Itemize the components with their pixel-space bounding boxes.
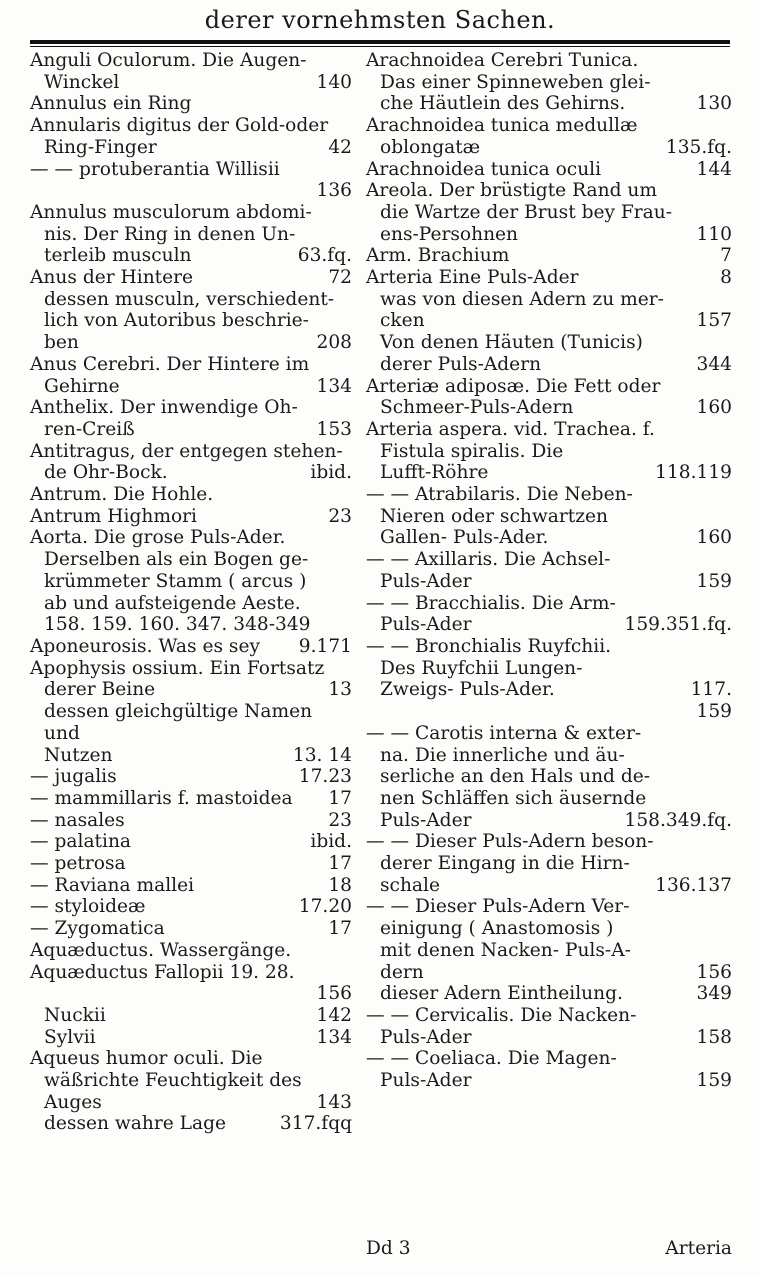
page-reference: 157 [696, 310, 732, 332]
index-entry [366, 549, 732, 571]
page-reference: ibid. [310, 831, 352, 853]
entry-text: — — Carotis interna & exter- [366, 722, 642, 744]
entry-text: Annulus musculorum abdomi- [30, 201, 312, 223]
entry-text: — — Coeliaca. Die Magen- [366, 1048, 617, 1070]
page-reference: 136 [316, 180, 352, 202]
index-entry [366, 527, 732, 549]
index-entry [30, 159, 352, 181]
index-entry [30, 397, 352, 419]
index-entry [30, 72, 352, 94]
entry-text: nis. Der Ring in denen Un- [44, 223, 296, 245]
index-entry [366, 853, 732, 875]
entry-text: — petrosa [30, 853, 126, 875]
entry-text: Arachnoidea tunica medullæ [366, 115, 638, 137]
index-entry [366, 571, 732, 593]
index-entry [366, 354, 732, 376]
index-entry [366, 1048, 732, 1070]
page-reference: 118.119 [655, 462, 732, 484]
entry-text: dessen gleichgültige Namen und [44, 701, 313, 744]
index-entry [30, 962, 352, 984]
index-entry [30, 810, 352, 832]
entry-text: dern [380, 961, 424, 983]
entry-text: Gallen- Puls-Ader. [380, 527, 549, 549]
index-entry [366, 50, 732, 72]
entry-text: — — Dieser Puls-Adern beson- [366, 831, 654, 853]
page-reference: 135.fq. [665, 136, 732, 158]
entry-text: — styloideæ [30, 896, 146, 918]
entry-text: Arachnoidea Cerebri Tunica. [366, 50, 639, 71]
index-entry [366, 875, 732, 897]
entry-text: Auges [44, 1091, 102, 1113]
page-reference: 344 [696, 353, 732, 375]
index-entry [30, 202, 352, 224]
entry-text: Arm. Brachium [366, 245, 510, 267]
entry-text: cken [380, 310, 425, 332]
page-reference: 17.23 [298, 766, 352, 788]
entry-text: — — Axillaris. Die Achsel- [366, 549, 611, 571]
index-entry [366, 137, 732, 159]
page-reference: 23 [328, 505, 352, 527]
page-reference: 13 [328, 679, 352, 701]
index-entry [30, 788, 352, 810]
index-entry [30, 636, 352, 658]
entry-text: terleib musculn [44, 245, 192, 267]
index-entry [366, 940, 732, 962]
index-entry [366, 636, 732, 658]
index-entry [30, 614, 352, 636]
index-entry [30, 289, 352, 311]
index-entry [366, 701, 732, 723]
signature-mark: Dd 3 [366, 1238, 411, 1259]
page-reference: 159 [696, 701, 732, 723]
entry-text: Puls-Ader [380, 809, 472, 831]
entry-text: die Wartze der Brust bey Frau- [380, 201, 673, 223]
page-reference: 156 [316, 983, 352, 1005]
page-reference: 23 [328, 809, 352, 831]
index-entry [30, 1113, 352, 1135]
index-entry [366, 983, 732, 1005]
index-entry [366, 462, 732, 484]
index-entry [366, 93, 732, 115]
index-entry [30, 332, 352, 354]
entry-text: — — protuberantia Willisii [30, 158, 280, 180]
entry-text: mit denen Nacken- Puls-A- [380, 939, 631, 961]
entry-text: — — Bracchialis. Die Arm- [366, 592, 616, 614]
index-entry [30, 376, 352, 398]
index-entry [30, 853, 352, 875]
page-reference: 134 [316, 1026, 352, 1048]
page-reference: 159.351.fq. [624, 614, 732, 636]
page-reference: 136.137 [655, 874, 732, 896]
index-entry [30, 875, 352, 897]
page-reference: 9.171 [298, 635, 352, 657]
entry-text: Arachnoidea tunica oculi [366, 158, 602, 180]
index-entry [366, 419, 732, 441]
entry-text: che Häutlein des Gehirns. [380, 93, 626, 115]
entry-text: Apophysis ossium. Ein Fortsatz [30, 657, 325, 679]
index-entry [30, 484, 352, 506]
entry-text: Puls-Ader [380, 570, 472, 592]
index-entry [366, 831, 732, 853]
entry-text: ren-Creiß [44, 418, 135, 440]
entry-text: Puls-Ader [380, 1070, 472, 1092]
entry-text: Antrum. Die Hohle. [30, 484, 214, 506]
page-reference: 18 [328, 874, 352, 896]
entry-text: — — Cervicalis. Die Nacken- [366, 1004, 637, 1026]
page-reference: 142 [316, 1004, 352, 1026]
page-reference: 160 [696, 397, 732, 419]
entry-text: dieser Adern Eintheilung. [380, 983, 623, 1005]
entry-text: Anus der Hintere [30, 267, 194, 289]
entry-text: Antrum Highmori [30, 505, 197, 527]
index-entry [366, 310, 732, 332]
entry-text: Zweigs- Puls-Ader. [380, 679, 555, 701]
entry-text: — mammillaris f. mastoidea [30, 787, 293, 809]
running-header: derer vornehmsten Sachen. [204, 6, 556, 34]
entry-text: Arteria Eine Puls-Ader [366, 267, 579, 289]
page-reference: 153 [316, 418, 352, 440]
index-entry [366, 766, 732, 788]
index-entry [366, 593, 732, 615]
index-entry [30, 983, 352, 1005]
index-entry [30, 918, 352, 940]
entry-text: Ring-Finger [44, 136, 157, 158]
index-entry [366, 159, 732, 181]
index-entry [366, 788, 732, 810]
index-entry [366, 918, 732, 940]
index-entry [366, 506, 732, 528]
entry-text: Anguli Oculorum. Die Augen- [30, 50, 307, 71]
entry-text: Das einer Spinneweben glei- [380, 71, 651, 93]
entry-text: ens-Persohnen [380, 223, 519, 245]
index-entry [30, 745, 352, 767]
index-entry [30, 137, 352, 159]
index-entry [30, 441, 352, 463]
index-entry [30, 1070, 352, 1092]
index-entry [30, 593, 352, 615]
index-entry [30, 831, 352, 853]
index-entry [30, 180, 352, 202]
index-entry [366, 896, 732, 918]
entry-text: — — Atrabilaris. Die Neben- [366, 484, 633, 506]
index-entry [366, 723, 732, 745]
entry-text: derer Puls-Adern [380, 353, 542, 375]
entry-text: Nuckii [44, 1004, 106, 1026]
index-entry [366, 180, 732, 202]
page-reference: 17 [328, 787, 352, 809]
index-entry [366, 679, 732, 701]
entry-text: — nasales [30, 809, 125, 831]
index-entry [366, 962, 732, 984]
page-reference: 208 [316, 332, 352, 354]
index-entry [30, 549, 352, 571]
entry-text: — Raviana mallei [30, 874, 195, 896]
page-reference: 42 [328, 136, 352, 158]
entry-text: Arteriæ adiposæ. Die Fett oder [366, 375, 661, 397]
page-reference: 159 [696, 570, 732, 592]
entry-text: Derselben als ein Bogen ge- [44, 549, 309, 571]
header-rule [30, 40, 730, 47]
entry-text: Gehirne [44, 375, 120, 397]
index-entry [30, 267, 352, 289]
index-entry [366, 1005, 732, 1027]
entry-text: Puls-Ader [380, 614, 472, 636]
index-entry [30, 658, 352, 680]
index-entry [30, 419, 352, 441]
entry-text: ben [44, 332, 79, 354]
index-entry [366, 745, 732, 767]
entry-text: nen Schläffen sich äusernde [380, 787, 647, 809]
entry-text: Arteria aspera. vid. Trachea. f. [366, 418, 655, 440]
entry-text: Schmeer-Puls-Adern [380, 397, 574, 419]
index-entry [366, 376, 732, 398]
entry-text: was von diesen Adern zu mer- [380, 288, 664, 310]
entry-text: na. Die innerliche und äu- [380, 744, 625, 766]
page-reference: 72 [328, 267, 352, 289]
index-entry [30, 310, 352, 332]
index-entry [366, 332, 732, 354]
entry-text: wäßrichte Feuchtigkeit des [44, 1070, 302, 1092]
page-reference: 117. [690, 679, 732, 701]
page-reference: 317.fqq [279, 1113, 352, 1135]
page-reference: 17 [328, 918, 352, 940]
entry-text: Aquæductus Fallopii 19. 28. [30, 961, 295, 983]
page-reference: 130 [696, 93, 732, 115]
entry-text: einigung ( Anastomosis ) [380, 918, 614, 940]
page-reference: 159 [696, 1070, 732, 1092]
entry-text: Lufft-Röhre [380, 462, 489, 484]
entry-text: ab und aufsteigende Aeste. [44, 592, 301, 614]
catchword: Arteria [665, 1238, 732, 1259]
page-reference: 144 [696, 158, 732, 180]
entry-text: 158. 159. 160. 347. 348-349 [44, 614, 311, 636]
index-entry [30, 527, 352, 549]
entry-text: Annularis digitus der Gold-oder [30, 115, 329, 137]
entry-text: Aorta. Die grose Puls-Ader. [30, 527, 286, 549]
index-column-left [30, 50, 352, 1135]
entry-text: krümmeter Stamm ( arcus ) [44, 570, 307, 592]
index-entry [366, 115, 732, 137]
index-entry [366, 484, 732, 506]
index-entry [366, 245, 732, 267]
index-entry [366, 72, 732, 94]
index-entry [30, 354, 352, 376]
page-reference: ibid. [310, 462, 352, 484]
index-entry [366, 441, 732, 463]
index-entry [30, 896, 352, 918]
index-entry [30, 506, 352, 528]
page-reference: 160 [696, 527, 732, 549]
entry-text: Sylvii [44, 1026, 96, 1048]
page-reference: 17.20 [298, 896, 352, 918]
index-entry [30, 679, 352, 701]
index-entry [30, 940, 352, 962]
entry-text: Anus Cerebri. Der Hintere im [30, 353, 310, 375]
index-entry [366, 289, 732, 311]
index-entry [30, 1092, 352, 1114]
index-column-right [366, 50, 732, 1092]
index-entry [30, 701, 352, 744]
index-entry [366, 397, 732, 419]
entry-text: Puls-Ader [380, 1026, 472, 1048]
page-reference: 63.fq. [297, 245, 352, 267]
page-reference: 134 [316, 375, 352, 397]
index-entry [30, 115, 352, 137]
entry-text: — palatina [30, 831, 132, 853]
page-reference: 8 [720, 267, 732, 289]
index-entry [30, 1027, 352, 1049]
entry-text: Nieren oder schwartzen [380, 505, 608, 527]
entry-text: — jugalis [30, 766, 117, 788]
index-entry [30, 1048, 352, 1070]
entry-text: Aquæductus. Wassergänge. [30, 939, 292, 961]
entry-text: lich von Autoribus beschrie- [44, 310, 309, 332]
entry-text: de Ohr-Bock. [44, 462, 168, 484]
entry-text: Von denen Häuten (Tunicis) [380, 332, 643, 354]
index-entry [30, 766, 352, 788]
index-entry [366, 810, 732, 832]
entry-text: Areola. Der brüstigte Rand um [366, 180, 657, 202]
index-entry [366, 1027, 732, 1049]
entry-text: Des Ruyfchii Lungen- [380, 657, 583, 679]
page-reference: 143 [316, 1091, 352, 1113]
index-entry [30, 50, 352, 72]
page-reference: 158.349.fq. [624, 809, 732, 831]
entry-text: oblongatæ [380, 136, 481, 158]
entry-text: Annulus ein Ring [30, 93, 192, 115]
index-entry [366, 1070, 732, 1092]
index-entry [30, 571, 352, 593]
index-entry [30, 224, 352, 246]
entry-text: Nutzen [44, 744, 113, 766]
index-entry [366, 614, 732, 636]
index-entry [366, 658, 732, 680]
entry-text: — — Bronchialis Ruyfchii. [366, 635, 612, 657]
page-reference: 7 [720, 245, 732, 267]
index-entry [366, 202, 732, 224]
page-reference: 349 [696, 983, 732, 1005]
index-entry [30, 93, 352, 115]
entry-text: Aponeurosis. Was es sey [30, 635, 260, 657]
entry-text: schale [380, 874, 440, 896]
entry-text: derer Eingang in die Hirn- [380, 853, 630, 875]
entry-text: — — Dieser Puls-Adern Ver- [366, 896, 630, 918]
entry-text: dessen wahre Lage [44, 1113, 226, 1135]
entry-text: Antitragus, der entgegen stehen- [30, 440, 343, 462]
entry-text: Aqueus humor oculi. Die [30, 1048, 263, 1070]
entry-text: serliche an den Hals und de- [380, 766, 651, 788]
entry-text: dessen musculn, verschiedent- [44, 288, 335, 310]
page-reference: 110 [696, 223, 732, 245]
entry-text: Winckel [44, 71, 120, 93]
page-reference: 156 [696, 961, 732, 983]
entry-text: — Zygomatica [30, 918, 165, 940]
index-entry [366, 224, 732, 246]
entry-text: Anthelix. Der inwendige Oh- [30, 397, 298, 419]
index-entry [30, 1005, 352, 1027]
entry-text: derer Beine [44, 679, 156, 701]
entry-text: Fistula spiralis. Die [380, 440, 564, 462]
index-entry [366, 267, 732, 289]
page-reference: 140 [316, 71, 352, 93]
index-entry [30, 462, 352, 484]
index-entry [30, 245, 352, 267]
page-reference: 158 [696, 1026, 732, 1048]
page-reference: 13. 14 [292, 744, 352, 766]
page-reference: 17 [328, 853, 352, 875]
